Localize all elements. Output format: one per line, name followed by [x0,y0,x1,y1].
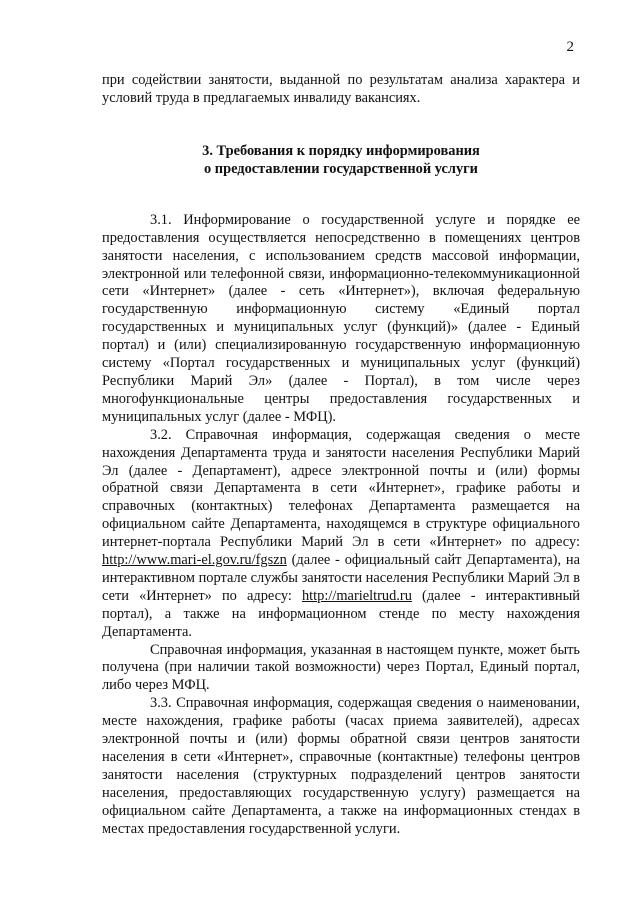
paragraph-3-2-text-1: 3.2. Справочная информация, содержащая сведения о месте нахождения Департамента труда и занятости населения Республики Марий Эл (далее - Департамент), адресе электронной почты и (или) формы обратной связи Департамента в сети «Интернет», графике работы и справочных (контактных) телефонах Департамента размещается на официальном сайте Департамента, находящемся в структуре официального интернет-портала Республики Марий Эл в сети «Интернет» по адресу: [102,426,580,551]
paragraph-3-2 [102,427,580,642]
paragraph-3-2-text-2: (далее - официальный сайт Департамента), на интерактивном портале службы занятости населения Республики Марий Эл в сети «Интернет» по адресу: [102,552,580,604]
page-number: 2 [566,39,574,55]
intro-paragraph: при содействии занятости, выданной по результатам анализа характера и условий труда в предлагаемых инвалиду вакансиях. [102,72,580,106]
document-body [102,72,580,839]
section-title-line-1: 3. Требования к порядку информирования [202,142,480,159]
section-heading [102,142,580,178]
fgszn-site-link[interactable]: http://www.mari-el.gov.ru/fgszn [102,552,287,569]
paragraph-3-1: 3.1. Информирование о государственной услуге и порядке ее предоставления осуществляется непосредственно в помещениях центров занятости населения, с использованием средств массовой информации, электронной или телефонной связи, информационно-телекоммуникационной сети «Интернет» (далее - сеть «Интернет»), включая федеральную государственную информационную систему «Единый портал государственных и муниципальных услуг (функций)» (далее - Единый портал) и (или) специализированную государственную информационную систему «Портал государственных и муниципальных услуг (функций) Республики Марий Эл» (далее - Портал), в том числе через многофункциональные центры предоставления государственных и муниципальных услуг (далее - МФЦ). [102,211,580,425]
section-title-line-2: о предоставлении государственной услуги [204,160,478,177]
paragraph-3-3: 3.3. Справочная информация, содержащая сведения о наименовании, месте нахождения, графике работы (часах приема заявителей), адресах электронной почты и (или) формы обратной связи центров занятости населения в сети «Интернет», справочные (контактные) телефоны центров занятости населения (структурных подразделений центров занятости населения, предоставляющих государственную услугу) размещается на официальном сайте Департамента, а также на информационных стендах в местах предоставления государственной услуги. [102,695,580,837]
paragraph-3-2-note: Справочная информация, указанная в настоящем пункте, может быть получена (при наличии такой возможности) через Портал, Единый портал, либо через МФЦ. [102,641,580,694]
paragraph-3-2-text-3: (далее - интерактивный портал), а также на информационном стенде по месту нахождения Департамента. [102,587,580,640]
marieltrud-site-link[interactable]: http://marieltrud.ru [301,587,412,604]
